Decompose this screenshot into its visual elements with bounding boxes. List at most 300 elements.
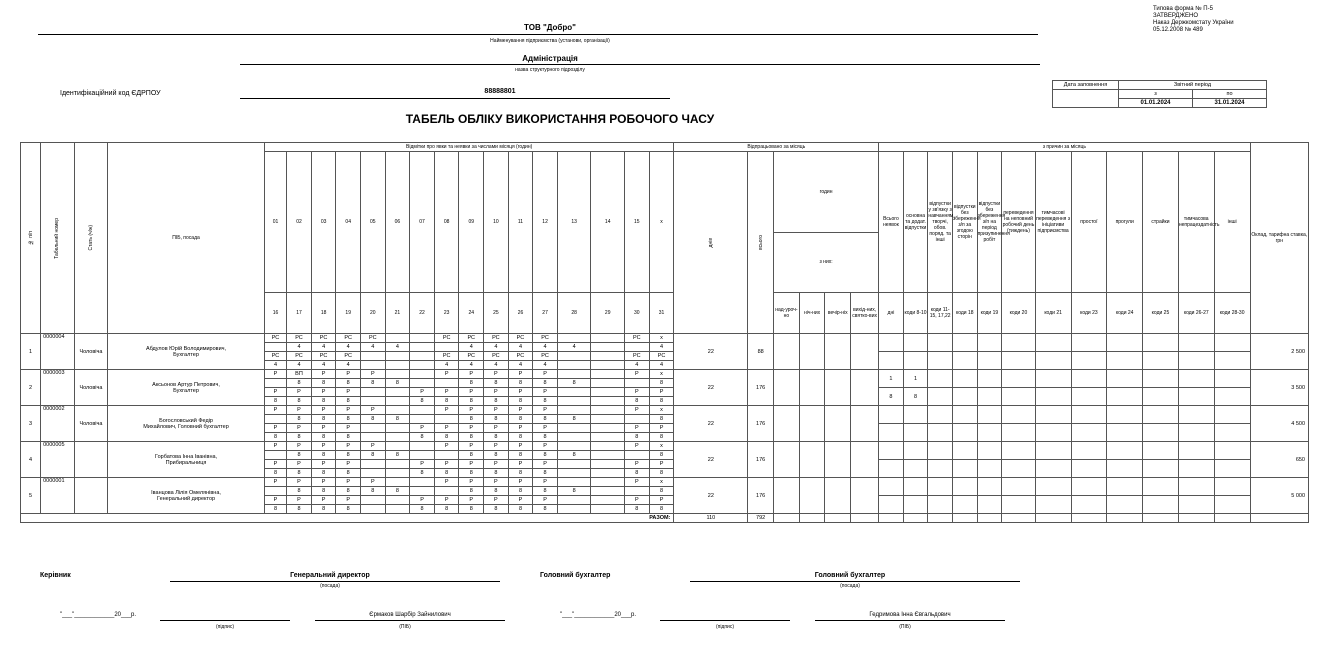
- day-header: 26: [508, 293, 533, 334]
- abs-value: [1071, 478, 1107, 496]
- day-mark: Р: [624, 478, 649, 487]
- day-mark: Р: [533, 442, 558, 451]
- day-header: 17: [287, 293, 312, 334]
- abs-value: [1214, 406, 1250, 424]
- day-mark: Р: [361, 370, 386, 379]
- abs-value: [1002, 496, 1036, 514]
- day-mark: [557, 424, 591, 433]
- abs-total: [879, 334, 904, 352]
- totals-empty: [1178, 514, 1214, 523]
- day-mark: 8: [649, 505, 674, 514]
- totals-empty: [1214, 514, 1250, 523]
- day-mark: 8: [287, 487, 312, 496]
- day-mark: [557, 388, 591, 397]
- day-mark: [264, 415, 286, 424]
- day-mark: [264, 343, 286, 352]
- day-mark: Р: [336, 424, 361, 433]
- day-mark: [361, 397, 386, 406]
- day-mark: 8: [336, 379, 361, 388]
- day-mark: [557, 478, 591, 487]
- day-mark: [557, 505, 591, 514]
- code-header: коди 25: [1143, 293, 1179, 334]
- abs-value: [1214, 352, 1250, 370]
- hours-detail: [851, 370, 879, 406]
- day-mark: 8: [484, 469, 509, 478]
- abs-value: [1035, 370, 1071, 388]
- day-mark: РС: [533, 352, 558, 361]
- abs-value: [1002, 334, 1036, 352]
- worked-days: 22: [674, 442, 748, 478]
- head-position: Генеральний директор: [290, 572, 370, 579]
- day-mark: [361, 460, 386, 469]
- code-header: коди 19: [977, 293, 1002, 334]
- day-mark: [410, 334, 435, 343]
- day-mark: 8: [557, 487, 591, 496]
- salary-header: Оклад, тарифна ставка, грн: [1250, 143, 1308, 334]
- day-mark: РС: [287, 334, 312, 343]
- day-mark: Р: [624, 406, 649, 415]
- day-mark: 4: [459, 361, 484, 370]
- employee-name: Богословський Федір: [159, 417, 213, 424]
- day-mark: [624, 415, 649, 424]
- day-mark: [385, 370, 410, 379]
- employee-position: Прибиральниця: [165, 459, 207, 466]
- day-mark: 8: [484, 397, 509, 406]
- day-mark: 8: [508, 451, 533, 460]
- day-mark: [434, 415, 459, 424]
- abs-value: [1143, 496, 1179, 514]
- abs-value: [977, 496, 1002, 514]
- table-row: [21, 370, 1309, 379]
- day-mark: 8: [484, 415, 509, 424]
- day-mark: 8: [459, 505, 484, 514]
- col-sex-header: [74, 143, 108, 334]
- abs-value: [1214, 496, 1250, 514]
- worked-days-header: [674, 152, 748, 334]
- day-mark: Р: [484, 406, 509, 415]
- abs-value: [903, 334, 928, 352]
- day-mark: Р: [508, 370, 533, 379]
- day-header: 04: [336, 152, 361, 293]
- abs-total: [879, 442, 904, 460]
- worked-days: 22: [674, 406, 748, 442]
- day-mark: [264, 379, 286, 388]
- accountant-name: Гедримова Інна Євгальдович: [869, 612, 951, 618]
- day-mark: 8: [311, 451, 336, 460]
- day-mark: [591, 505, 625, 514]
- accountant-pib-caption: (ПІБ): [899, 624, 911, 630]
- abs-value: [1214, 424, 1250, 442]
- abs-value: [1107, 478, 1143, 496]
- day-mark: [361, 424, 386, 433]
- day-mark: Р: [434, 496, 459, 505]
- day-mark: РС: [508, 352, 533, 361]
- day-header: 13: [557, 152, 591, 293]
- sex-cell: Чоловіча: [74, 370, 108, 406]
- day-mark: РС: [311, 352, 336, 361]
- day-mark: 8: [484, 433, 509, 442]
- totals-empty: [1071, 514, 1107, 523]
- day-mark: 8: [459, 397, 484, 406]
- head-label: Керівник: [40, 572, 71, 579]
- absence-col-header: Всього неявок: [879, 152, 904, 293]
- day-mark: Р: [287, 424, 312, 433]
- day-header: x: [649, 152, 674, 293]
- abs-value: [1071, 442, 1107, 460]
- day-mark: [361, 496, 386, 505]
- day-mark: РС: [508, 334, 533, 343]
- day-mark: 8: [508, 469, 533, 478]
- code-header: коди 26-27: [1178, 293, 1214, 334]
- abs-total: 1: [879, 370, 904, 388]
- day-mark: 8: [533, 433, 558, 442]
- day-mark: 8: [624, 469, 649, 478]
- day-mark: x: [649, 478, 674, 487]
- abs-value: [1071, 460, 1107, 478]
- day-mark: 4: [649, 343, 674, 352]
- form-line: Наказ Держкомстату України: [1153, 20, 1234, 26]
- day-mark: Р: [264, 424, 286, 433]
- table-row: [21, 334, 1309, 343]
- accountant-position-caption: (посада): [840, 583, 860, 589]
- pib-cell: [108, 406, 265, 442]
- day-mark: Р: [459, 460, 484, 469]
- day-mark: Р: [459, 496, 484, 505]
- day-mark: Р: [533, 460, 558, 469]
- abs-value: [1178, 496, 1214, 514]
- day-mark: Р: [336, 388, 361, 397]
- day-mark: Р: [311, 424, 336, 433]
- timesheet-table: [20, 142, 1309, 523]
- day-mark: 8: [410, 505, 435, 514]
- day-header: 03: [311, 152, 336, 293]
- abs-total: [879, 496, 904, 514]
- worked-hours: 88: [748, 334, 774, 370]
- totals-empty: [1035, 514, 1071, 523]
- abs-value: [1214, 460, 1250, 478]
- day-mark: 8: [624, 433, 649, 442]
- day-mark: 8: [459, 415, 484, 424]
- hours-detail: [825, 334, 851, 370]
- day-mark: [591, 487, 625, 496]
- day-mark: Р: [311, 370, 336, 379]
- day-mark: 8: [287, 451, 312, 460]
- code-header: коди 20: [1002, 293, 1036, 334]
- day-mark: 8: [484, 505, 509, 514]
- edrpou-label: Ідентифікаційний код ЄДРПОУ: [60, 90, 161, 97]
- day-mark: [264, 487, 286, 496]
- doc-title: ТАБЕЛЬ ОБЛІКУ ВИКОРИСТАННЯ РОБОЧОГО ЧАСУ: [405, 112, 715, 126]
- accountant-position: Головний бухгалтер: [814, 572, 886, 579]
- day-mark: 8: [459, 433, 484, 442]
- absence-col-header: відпустки у зв'язку з навчанням, творчі, обов. поряд. та інші: [928, 152, 953, 293]
- day-mark: 8: [508, 415, 533, 424]
- totals-label: РАЗОМ:: [21, 514, 674, 523]
- day-mark: Р: [649, 460, 674, 469]
- day-mark: Р: [508, 424, 533, 433]
- day-mark: [410, 352, 435, 361]
- weekend-header: вихід-них, святко-вих: [851, 293, 879, 334]
- abs-value: [1178, 424, 1214, 442]
- worked-hours: 176: [748, 478, 774, 514]
- day-mark: [591, 442, 625, 451]
- day-mark: Р: [434, 424, 459, 433]
- day-mark: 4: [336, 361, 361, 370]
- day-mark: РС: [624, 352, 649, 361]
- totals-empty: [879, 514, 904, 523]
- day-mark: Р: [484, 460, 509, 469]
- day-mark: 4: [533, 343, 558, 352]
- abs-value: [1035, 460, 1071, 478]
- totals-row: [21, 514, 1309, 523]
- day-mark: 8: [361, 415, 386, 424]
- day-mark: 8: [649, 469, 674, 478]
- day-header: 28: [557, 293, 591, 334]
- day-mark: [264, 451, 286, 460]
- pib-cell: [108, 370, 265, 406]
- pib-cell: [108, 478, 265, 514]
- day-mark: [557, 469, 591, 478]
- day-mark: Р: [311, 406, 336, 415]
- sex-cell: Чоловіча: [74, 406, 108, 442]
- code-header: коди 18: [952, 293, 977, 334]
- abs-value: [977, 370, 1002, 388]
- day-mark: [624, 379, 649, 388]
- day-mark: Р: [484, 496, 509, 505]
- abs-value: [928, 406, 953, 424]
- day-mark: 8: [385, 487, 410, 496]
- day-mark: [624, 343, 649, 352]
- period-label: Звітний період: [1119, 81, 1267, 90]
- abs-value: [1071, 352, 1107, 370]
- day-mark: Р: [508, 478, 533, 487]
- day-mark: 8: [508, 433, 533, 442]
- day-mark: Р: [508, 496, 533, 505]
- day-mark: 8: [264, 433, 286, 442]
- abs-value: [1035, 478, 1071, 496]
- abs-value: [1035, 442, 1071, 460]
- abs-value: [952, 334, 977, 352]
- day-mark: 8: [287, 379, 312, 388]
- abs-value: [1143, 352, 1179, 370]
- fill-date-value: [1053, 90, 1119, 108]
- day-mark: Р: [533, 478, 558, 487]
- day-mark: [385, 496, 410, 505]
- day-mark: [385, 433, 410, 442]
- from-label: з: [1119, 90, 1193, 99]
- day-mark: Р: [649, 496, 674, 505]
- abs-value: [952, 460, 977, 478]
- day-mark: [385, 469, 410, 478]
- day-mark: Р: [434, 478, 459, 487]
- totals-empty: [952, 514, 977, 523]
- day-mark: 8: [459, 469, 484, 478]
- day-mark: 8: [385, 379, 410, 388]
- abs-value: [1035, 496, 1071, 514]
- day-header: 16: [264, 293, 286, 334]
- salary: 5 000: [1250, 478, 1308, 514]
- employee-name: Аксьонов Артур Петрович,: [152, 381, 220, 388]
- day-mark: [591, 424, 625, 433]
- day-mark: 8: [311, 487, 336, 496]
- totals-days: 110: [674, 514, 748, 523]
- day-mark: Р: [533, 496, 558, 505]
- day-mark: 8: [533, 415, 558, 424]
- sex-cell: [74, 442, 108, 478]
- form-line: 05.12.2008 № 489: [1153, 27, 1203, 33]
- day-mark: Р: [624, 442, 649, 451]
- day-mark: [557, 442, 591, 451]
- hours-detail: [799, 442, 825, 478]
- totals-empty: [1143, 514, 1179, 523]
- of-them-header: з них:: [774, 232, 879, 293]
- day-mark: 8: [311, 469, 336, 478]
- tab-number: 0000001: [41, 478, 75, 514]
- abs-value: [952, 370, 977, 388]
- day-mark: [361, 469, 386, 478]
- day-mark: Р: [336, 460, 361, 469]
- abs-value: [1071, 334, 1107, 352]
- abs-value: [952, 352, 977, 370]
- day-mark: 8: [624, 397, 649, 406]
- day-mark: 8: [336, 433, 361, 442]
- abs-value: [928, 352, 953, 370]
- employee-position: Бухгалтер: [173, 387, 199, 394]
- day-mark: Р: [336, 478, 361, 487]
- day-mark: [410, 361, 435, 370]
- absence-col-header: переведення на неповний робочий день (тиждень): [1002, 152, 1036, 293]
- day-mark: Р: [410, 388, 435, 397]
- day-mark: 8: [287, 415, 312, 424]
- day-mark: 8: [508, 379, 533, 388]
- day-mark: РС: [624, 334, 649, 343]
- day-mark: [557, 433, 591, 442]
- day-mark: 8: [508, 487, 533, 496]
- day-mark: [591, 469, 625, 478]
- day-mark: x: [649, 370, 674, 379]
- abs-value: [977, 388, 1002, 406]
- day-mark: [410, 442, 435, 451]
- day-mark: Р: [459, 388, 484, 397]
- abs-value: [952, 496, 977, 514]
- absence-col-header: тимчасова непрацездатність: [1178, 152, 1214, 293]
- day-mark: 8: [533, 487, 558, 496]
- abs-value: [1107, 370, 1143, 388]
- day-mark: Р: [264, 388, 286, 397]
- day-mark: РС: [264, 352, 286, 361]
- absence-col-header: відпустки без збереження з/п на період призупинення робіт: [977, 152, 1002, 293]
- day-mark: Р: [287, 496, 312, 505]
- col-num-header-text: № п/п: [27, 230, 34, 246]
- day-mark: [410, 487, 435, 496]
- abs-value: [1178, 478, 1214, 496]
- day-mark: [410, 451, 435, 460]
- abs-value: [928, 478, 953, 496]
- day-mark: [591, 379, 625, 388]
- day-mark: 8: [361, 451, 386, 460]
- day-mark: 8: [459, 379, 484, 388]
- day-header: 06: [385, 152, 410, 293]
- day-mark: ВП: [287, 370, 312, 379]
- col-tab-header: [41, 143, 75, 334]
- day-mark: 8: [434, 505, 459, 514]
- day-mark: 8: [361, 379, 386, 388]
- day-mark: [557, 460, 591, 469]
- abs-value: [1107, 496, 1143, 514]
- abs-value: 8: [903, 388, 928, 406]
- day-mark: Р: [624, 370, 649, 379]
- day-mark: Р: [484, 370, 509, 379]
- dept-caption: назва структурного підрозділу: [515, 67, 585, 73]
- day-mark: 8: [533, 469, 558, 478]
- absence-col-header: прогули: [1107, 152, 1143, 293]
- form-info: [1153, 6, 1313, 34]
- day-mark: [557, 334, 591, 343]
- abs-days-header: дні: [879, 293, 904, 334]
- tab-number: 0000003: [41, 370, 75, 406]
- day-mark: [361, 352, 386, 361]
- col-sex-header-text: Стать (ч/ж): [87, 225, 94, 251]
- abs-value: [1143, 388, 1179, 406]
- day-mark: 4: [311, 343, 336, 352]
- abs-value: [977, 424, 1002, 442]
- day-mark: 8: [557, 451, 591, 460]
- day-header: 07: [410, 152, 435, 293]
- sex-cell: [74, 478, 108, 514]
- employee-position: Генеральний директор: [156, 495, 216, 502]
- abs-value: [903, 424, 928, 442]
- day-mark: 8: [311, 505, 336, 514]
- day-mark: [385, 361, 410, 370]
- hours-detail: [799, 478, 825, 514]
- day-mark: 8: [533, 397, 558, 406]
- day-mark: [591, 406, 625, 415]
- day-mark: [385, 478, 410, 487]
- day-mark: РС: [459, 352, 484, 361]
- abs-value: [977, 460, 1002, 478]
- hours-detail: [799, 406, 825, 442]
- abs-value: [1214, 334, 1250, 352]
- abs-value: [1107, 388, 1143, 406]
- abs-value: [1071, 496, 1107, 514]
- day-mark: Р: [508, 406, 533, 415]
- totals-empty: [825, 514, 851, 523]
- row-num: 4: [21, 442, 41, 478]
- day-mark: [557, 352, 591, 361]
- day-mark: Р: [484, 424, 509, 433]
- day-mark: 4: [264, 361, 286, 370]
- day-mark: [591, 478, 625, 487]
- day-mark: Р: [311, 478, 336, 487]
- accountant-date: "___"____________20___р.: [560, 612, 637, 618]
- day-mark: 4: [336, 343, 361, 352]
- abs-value: [1178, 352, 1214, 370]
- day-mark: Р: [508, 388, 533, 397]
- day-mark: [361, 361, 386, 370]
- day-mark: Р: [361, 478, 386, 487]
- day-header: 22: [410, 293, 435, 334]
- day-header: 19: [336, 293, 361, 334]
- table-row: [21, 442, 1309, 451]
- night-header: ніч-них: [799, 293, 825, 334]
- day-mark: Р: [533, 406, 558, 415]
- absence-title: з причин за місяць: [879, 143, 1250, 152]
- day-mark: Р: [484, 442, 509, 451]
- org-name: ТОВ "Добро": [524, 23, 576, 32]
- abs-value: [1035, 424, 1071, 442]
- abs-value: [1143, 370, 1179, 388]
- day-header: 15: [624, 152, 649, 293]
